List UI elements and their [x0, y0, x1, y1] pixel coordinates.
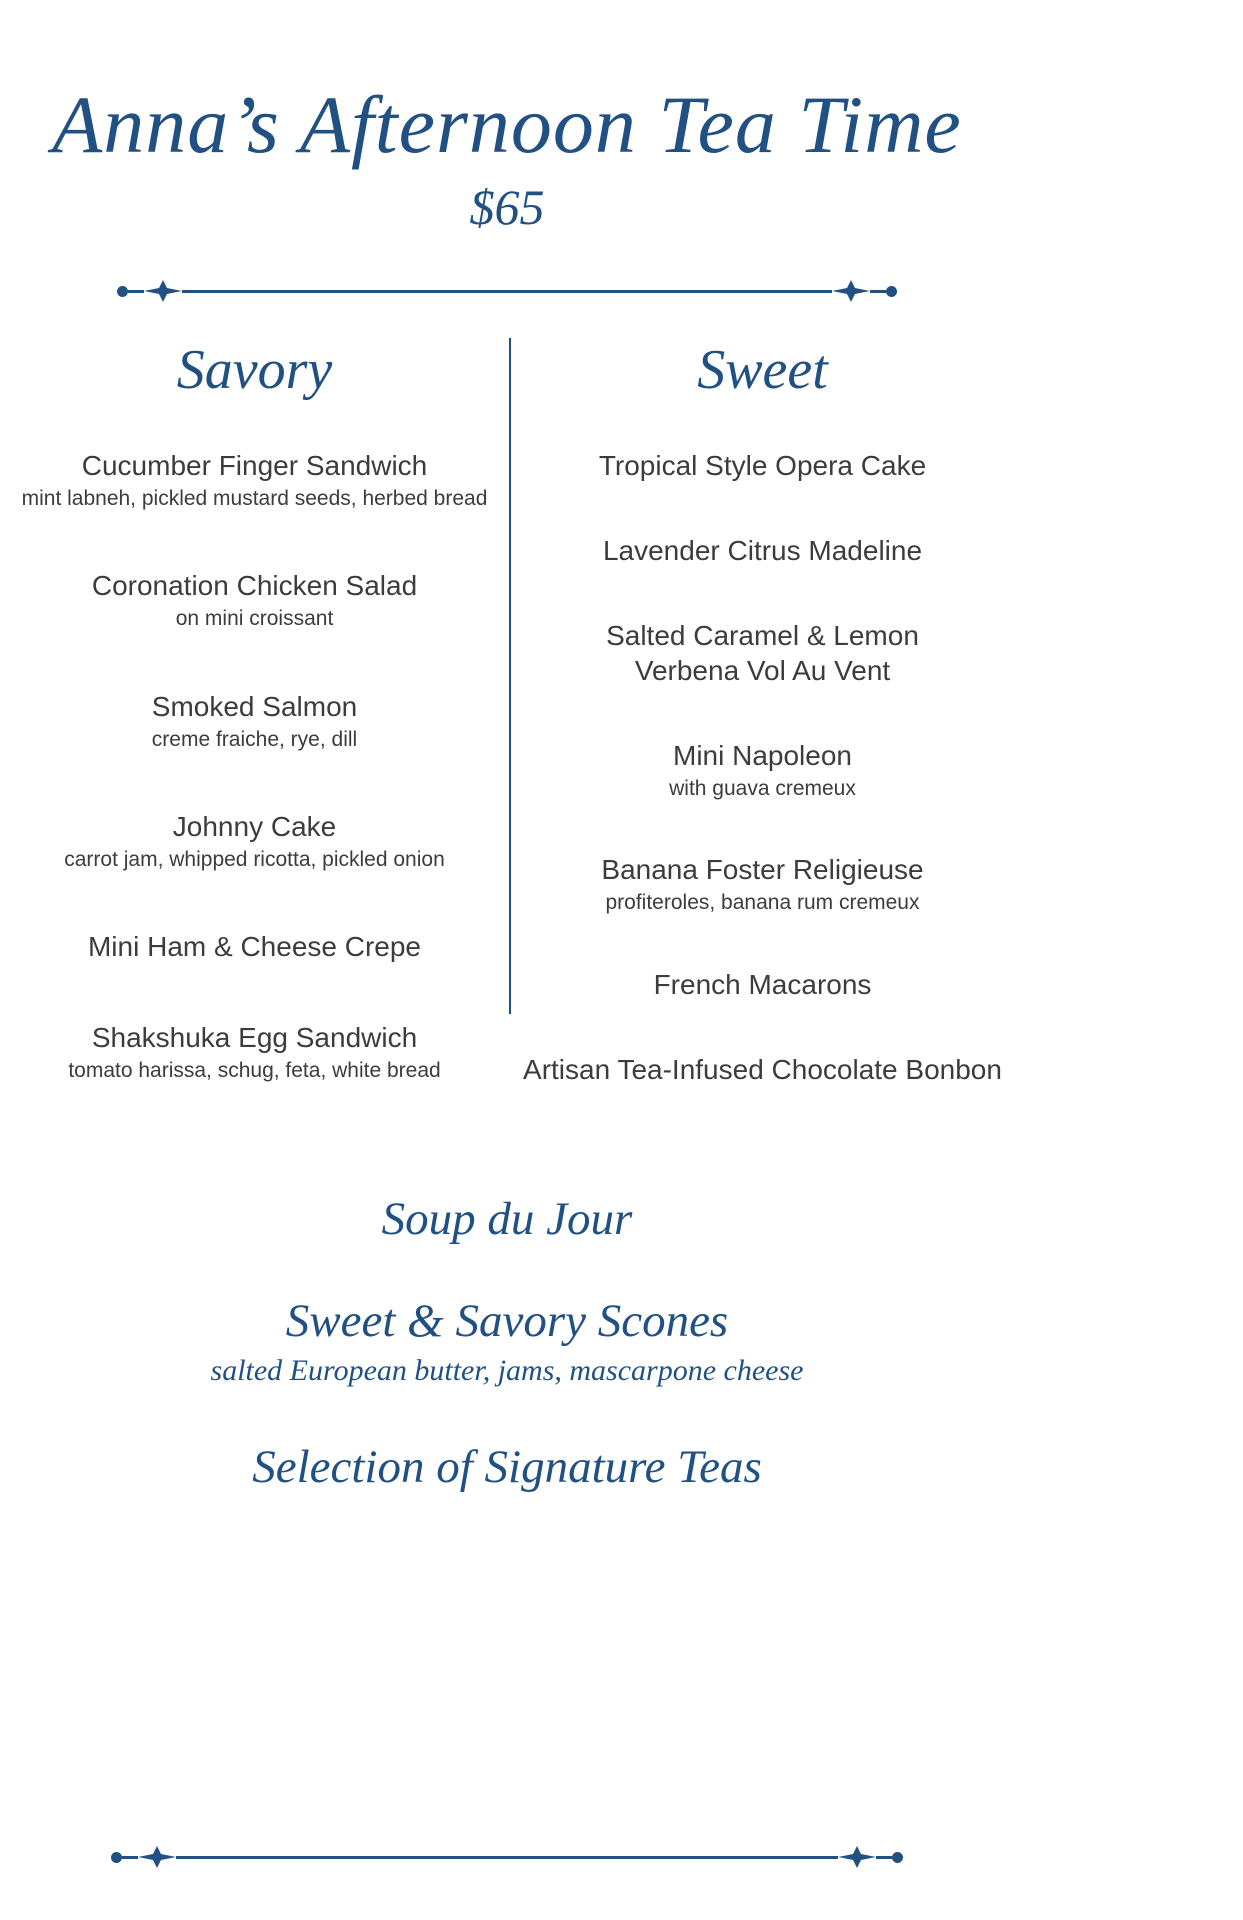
soup-du-jour-heading: Soup du Jour — [381, 1193, 633, 1246]
menu-item-name: Lavender Citrus Madeline — [602, 535, 923, 567]
menu-item-name: Shakshuka Egg Sandwich — [91, 1022, 418, 1054]
menu-item — [511, 738, 1014, 802]
scones-heading: Sweet & Savory Scones — [285, 1295, 729, 1348]
menu-item — [511, 852, 1014, 916]
divider-line-segment — [176, 1856, 838, 1859]
menu-item-desc: mint labneh, pickled mustard seeds, herbed bread — [21, 487, 488, 511]
menu-item-desc: on mini croissant — [175, 607, 334, 631]
menu-item — [511, 967, 1014, 1002]
menu-item-name: Tropical Style Opera Cake — [598, 450, 927, 482]
divider-dot-icon — [886, 286, 897, 297]
divider-line-segment — [182, 290, 832, 293]
menu-item — [0, 448, 509, 512]
menu-item — [0, 568, 509, 632]
top-ornament-divider — [117, 280, 897, 302]
menu-item — [511, 448, 1014, 483]
menu-item-desc: carrot jam, whipped ricotta, pickled onion — [64, 847, 445, 871]
menu-item — [511, 533, 1014, 568]
divider-dot-icon — [117, 286, 128, 297]
menu-item-desc: with guava cremeux — [669, 777, 856, 801]
divider-line-segment — [128, 290, 144, 293]
menu-item — [0, 809, 509, 873]
divider-line-segment — [870, 290, 886, 293]
menu-item — [511, 618, 1014, 688]
divider-dot-icon — [111, 1852, 122, 1863]
sweet-column — [511, 338, 1014, 1137]
savory-heading: Savory — [176, 339, 333, 402]
menu-footer — [0, 1192, 1014, 1494]
menu-item-desc: tomato harissa, schug, feta, white bread — [68, 1059, 441, 1083]
menu-item-name: French Macarons — [653, 968, 872, 1000]
menu-item-name: Artisan Tea-Infused Chocolate Bonbon — [523, 1053, 1002, 1085]
divider-line-segment — [122, 1856, 138, 1859]
menu-item-name: Mini Ham & Cheese Crepe — [87, 931, 422, 963]
menu-columns — [0, 338, 1014, 1140]
bottom-ornament-divider — [111, 1846, 903, 1868]
menu-item-name: Johnny Cake — [172, 810, 337, 842]
menu-price: $65 — [469, 179, 545, 236]
menu-item-name: Coronation Chicken Salad — [91, 570, 418, 602]
savory-column — [0, 338, 509, 1140]
menu-item-name: Cucumber Finger Sandwich — [81, 450, 428, 482]
signature-teas-heading: Selection of Signature Teas — [252, 1441, 762, 1494]
divider-line-segment — [876, 1856, 892, 1859]
menu-item-name: Mini Napoleon — [673, 740, 852, 772]
divider-star-icon — [144, 280, 182, 302]
scones-desc: salted European butter, jams, mascarpone cheese — [210, 1354, 804, 1388]
menu-item — [511, 1052, 1014, 1087]
divider-star-icon — [832, 280, 870, 302]
menu-item-desc: profiteroles, banana rum cremeux — [605, 891, 920, 915]
menu-item-name: Banana Foster Religieuse — [601, 854, 924, 886]
menu-item-desc: creme fraiche, rye, dill — [151, 727, 358, 751]
page-title: Anna’s Afternoon Tea Time — [52, 79, 962, 170]
menu-item-name: Smoked Salmon — [151, 690, 358, 722]
menu-item — [0, 689, 509, 753]
menu-item — [0, 929, 509, 964]
menu-item — [0, 1020, 509, 1084]
divider-dot-icon — [892, 1852, 903, 1863]
divider-star-icon — [138, 1846, 176, 1868]
menu-item-name: Salted Caramel & Lemon Verbena Vol Au Vent — [606, 620, 919, 687]
divider-star-icon — [838, 1846, 876, 1868]
sweet-heading: Sweet — [697, 339, 828, 402]
